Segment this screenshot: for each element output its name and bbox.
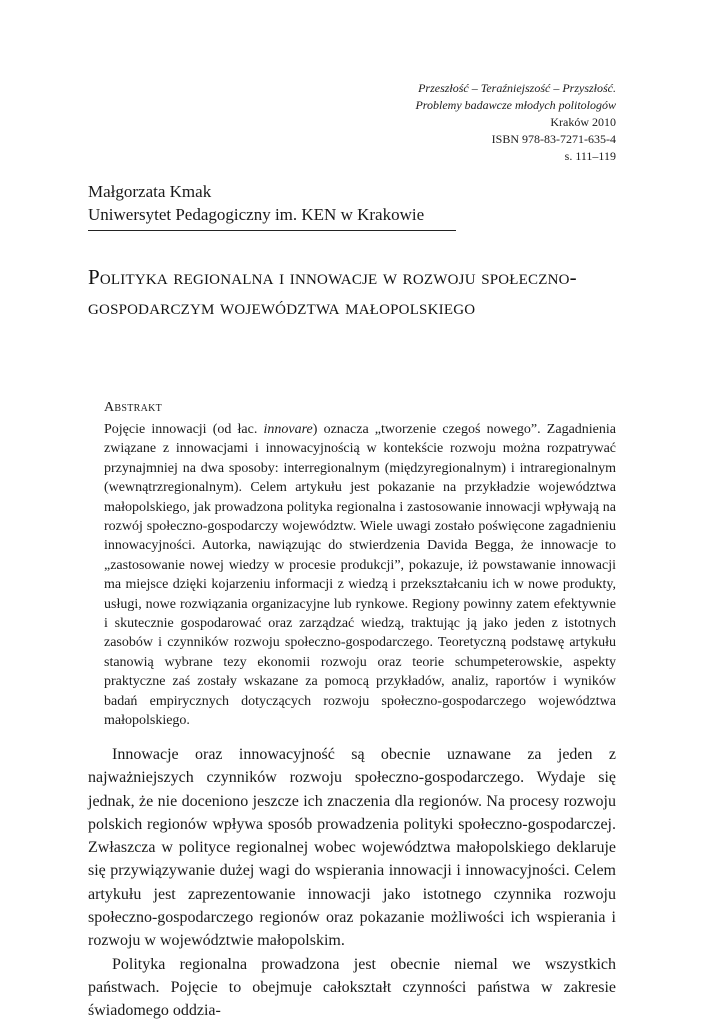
publication-info bbox=[415, 80, 616, 165]
page-range: s. 111–119 bbox=[564, 149, 616, 163]
series-subtitle: Problemy badawcze młodych politologów bbox=[415, 98, 616, 112]
abstract-latin-term: innovare bbox=[263, 422, 313, 437]
publication-place-year: Kraków 2010 bbox=[550, 115, 616, 129]
abstract-text bbox=[104, 420, 616, 731]
article-title: Polityka regionalna i innowacje w rozwoju społeczno-gospodarczym województwa małopolskiego bbox=[88, 265, 577, 319]
author-block bbox=[88, 180, 424, 226]
author-affiliation: Uniwersytet Pedagogiczny im. KEN w Krakowie bbox=[88, 205, 425, 224]
abstract-text-part: Pojęcie innowacji (od łac. bbox=[104, 422, 264, 437]
abstract-text-part: ) oznacza „tworzenie czegoś nowego”. Zagadnienia związane z innowacjami i innowacyjnością w kontekście rozwoju można rozpatrywać przynajmniej na dwa sposoby: interregionalnym (międzyregionalnym) i intraregionalnym (wewnątrzregionalnym). Celem artykułu jest pokazanie na przykładzie województwa małopolskiego, jak prowadzona polityka regionalna i zastosowanie innowacji wpływają na rozwój społeczno-gospodarczy województw. Wiele uwagi zostało poświęcone zagadnieniu innowacyjności. Autorka, nawiązując do stwierdzenia Davida Begga, że innowacje to „zastosowanie nowej wiedzy w procesie produkcji”, pokazuje, iż powstawanie innowacji ma miejsce dzięki kojarzeniu informacji z wiedzą i przekształcaniu ich w nowe produkty, usługi, nowe rozwiązania organizacyjne lub rynkowe. Regiony powinny zatem efektywnie i skutecznie gospodarować oraz zarządzać wiedzą, traktując ją jako jeden z istotnych zasobów i czynników rozwoju społeczno-gospodarczego. Teoretyczną podstawę artykułu stanowią wybrane tezy ekonomii rozwoju oraz teorie schumpeterowskie, aspekty praktyczne zaś zostały wskazane za pomocą przykładów, analiz, raportów i wyników badań empirycznych dotyczących rozwoju społeczno-gospodarczego województwa małopolskiego. bbox=[104, 422, 616, 729]
body-paragraph-2: Polityka regionalna prowadzona jest obecnie niemal we wszystkich państwach. Pojęcie to obejmuje całokształt czynności państwa w zakresie świadomego oddzia- bbox=[88, 955, 616, 1020]
author-name: Małgorzata Kmak bbox=[88, 182, 212, 201]
abstract-heading: Abstrakt bbox=[104, 400, 163, 415]
author-divider bbox=[88, 230, 456, 231]
series-title: Przeszłość – Teraźniejszość – Przyszłość. bbox=[418, 81, 616, 95]
body-paragraph-1: Innowacje oraz innowacyjność są obecnie uznawane za jeden z najważniejszych czynników rozwoju społeczno-gospodarczego. Wydaje się jednak, że nie doceniono jeszcze ich znaczenia dla regionów. Na procesy rozwoju polskich regionów wpływa sposób prowadzenia polityki społeczno-gospodarczej. Zwłaszcza w polityce regionalnej wobec województwa małopolskiego deklaruje się przywiązywanie dużej wagi do wspierania innowacji i innowacyjności. Celem artykułu jest zaprezentowanie innowacji jako istotnego czynnika rozwoju społeczno-gospodarczego regionów oraz pokazanie możliwości ich wspierania i rozwoju w województwie małopolskim. bbox=[88, 746, 616, 950]
isbn: ISBN 978-83-7271-635-4 bbox=[491, 132, 616, 146]
body-text bbox=[88, 743, 616, 1023]
